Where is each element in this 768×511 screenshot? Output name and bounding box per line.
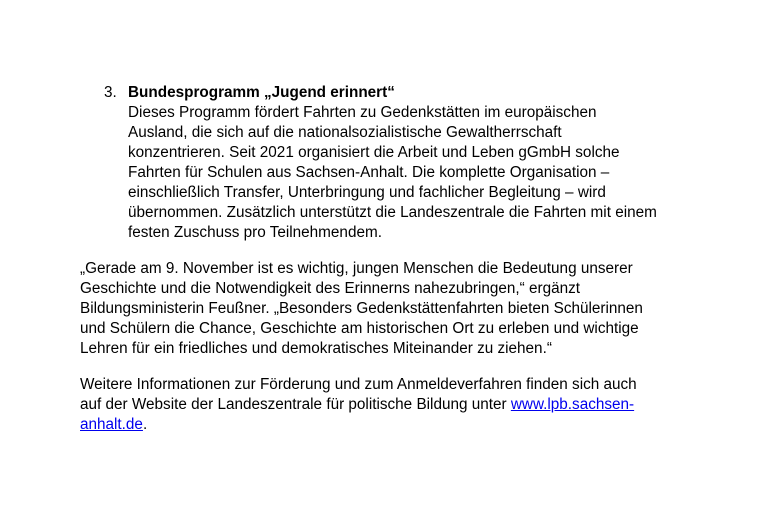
list-item-text-line: festen Zuschuss pro Teilnehmendem. <box>128 224 382 241</box>
quote-line: Geschichte und die Notwendigkeit des Erinnerns nahezubringen,“ ergänzt <box>80 280 581 297</box>
list-number: 3. <box>104 84 117 101</box>
quote-line: „Gerade am 9. November ist es wichtig, jungen Menschen die Bedeutung unserer <box>80 260 633 277</box>
website-link[interactable]: www.lpb.sachsen- <box>510 396 635 413</box>
list-item-text-line: einschließlich Transfer, Unterbringung und fachlicher Begleitung – wird <box>128 184 606 201</box>
website-link-continued[interactable]: anhalt.de <box>80 416 143 433</box>
list-item-text-line: übernommen. Zusätzlich unterstützt die Landeszentrale die Fahrten mit einem <box>128 204 657 221</box>
info-line: Weitere Informationen zur Förderung und zum Anmeldeverfahren finden sich auch <box>80 376 637 393</box>
info-text: auf der Website der Landeszentrale für politische Bildung unter <box>80 396 511 413</box>
info-period: . <box>142 416 148 433</box>
quote-line: Bildungsministerin Feußner. „Besonders Gedenkstättenfahrten bieten Schülerinnen <box>80 300 643 317</box>
info-line <box>80 415 147 435</box>
list-item-text-line: Fahrten für Schulen aus Sachsen-Anhalt. Die komplette Organisation – <box>128 164 610 181</box>
list-item-text-line: konzentrieren. Seit 2021 organisiert die Arbeit und Leben gGmbH solche <box>128 144 620 161</box>
list-item-title: Bundesprogramm „Jugend erinnert“ <box>128 84 395 101</box>
quote-line: und Schülern die Chance, Geschichte am historischen Ort zu erleben und wichtige <box>80 320 639 337</box>
quote-line: Lehren für ein friedliches und demokratisches Miteinander zu ziehen.“ <box>80 340 552 357</box>
list-item-text-line: Dieses Programm fördert Fahrten zu Gedenkstätten im europäischen <box>128 104 597 121</box>
list-item-text-line: Ausland, die sich auf die nationalsozialistische Gewaltherrschaft <box>128 124 562 141</box>
info-line <box>80 395 634 415</box>
